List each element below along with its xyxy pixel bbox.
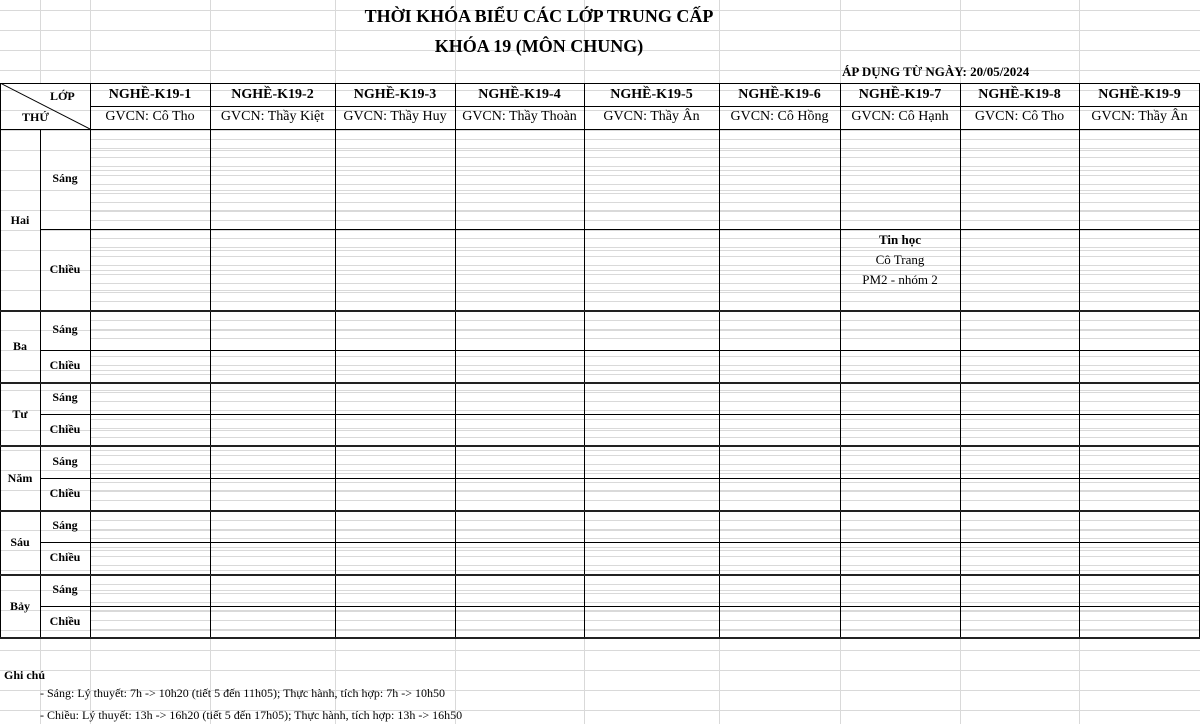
- lesson-row-line: [90, 520, 1200, 521]
- lesson-row-line: [90, 265, 1200, 266]
- border-session-split: [40, 414, 1200, 415]
- border-session-split: [40, 606, 1200, 607]
- session-morning-label: Sáng: [52, 582, 78, 596]
- notes-afternoon: - Chiều: Lý thuyết: 13h -> 16h20 (tiết 5 đến 17h05); Thực hành, tích hợp: 13h -> 16h50: [40, 708, 463, 722]
- session-afternoon-label: Chiều: [49, 550, 81, 564]
- apply-date: ÁP DỤNG TỪ NGÀY: 20/05/2024: [842, 64, 1030, 79]
- class-name-header: NGHỀ-K19-8: [978, 87, 1061, 102]
- notes-heading: Ghi chú: [4, 668, 46, 682]
- lesson-row-line: [90, 611, 1200, 612]
- class-name-header: NGHỀ-K19-3: [353, 87, 437, 102]
- lesson-row-line: [90, 365, 1200, 366]
- border-class-col: [1079, 83, 1080, 637]
- lesson-row-line: [90, 211, 1200, 212]
- lesson-row-line: [90, 538, 1200, 539]
- class-name-header: NGHỀ-K19-9: [1098, 87, 1181, 102]
- session-morning-label: Sáng: [52, 453, 78, 468]
- lesson-row-line: [90, 455, 1200, 456]
- session-afternoon-label: Chiều: [49, 486, 81, 500]
- gridline-h: [0, 370, 1200, 371]
- gridline-v: [1079, 0, 1080, 83]
- gridline-h: [0, 530, 1200, 531]
- corner-label-lop: LỚP: [50, 89, 75, 103]
- day-label: Ba: [12, 339, 27, 353]
- class-gvcn-header: GVCN: Cô Tho: [974, 109, 1065, 124]
- border-session-split: [40, 478, 1200, 479]
- lesson-row-line: [90, 584, 1200, 585]
- class-gvcn-header: GVCN: Cô Tho: [105, 109, 195, 124]
- lesson-row-line: [90, 175, 1200, 176]
- session-morning-label: Sáng: [52, 171, 78, 185]
- corner-label-thu: THỨ: [22, 110, 49, 124]
- class-gvcn-header: GVCN: Thầy Ân: [1091, 109, 1188, 124]
- lesson-row-line: [90, 283, 1200, 284]
- gridline-h: [0, 150, 1200, 151]
- border-day-bottom: [0, 574, 1200, 576]
- gridline-h: [0, 270, 1200, 271]
- session-morning-label: Sáng: [52, 518, 78, 532]
- lesson-row-line: [90, 529, 1200, 530]
- gridline-h: [0, 250, 1200, 251]
- border-header-bottom: [0, 129, 1200, 130]
- lesson-row-line: [90, 256, 1200, 257]
- gridline-v: [960, 637, 961, 724]
- lesson-row-line: [90, 220, 1200, 221]
- gridline-v: [1079, 637, 1080, 724]
- gridline-h: [0, 170, 1200, 171]
- lesson-row-line: [90, 547, 1200, 548]
- lesson-row-line: [90, 374, 1200, 375]
- lesson-row-line: [90, 184, 1200, 185]
- lesson-row-line: [90, 338, 1200, 339]
- entry-subject: Tin học: [878, 232, 922, 247]
- day-label: Bảy: [9, 598, 30, 613]
- border-class-col: [960, 83, 961, 637]
- lesson-row-line: [90, 482, 1200, 483]
- session-afternoon-label: Chiều: [49, 358, 81, 372]
- lesson-row-line: [90, 166, 1200, 167]
- border-class-col: [210, 83, 211, 637]
- day-label: Tư: [12, 406, 28, 421]
- lesson-row-line: [90, 202, 1200, 203]
- lesson-row-line: [90, 157, 1200, 158]
- gridline-h: [0, 450, 1200, 451]
- gridline-v: [584, 637, 585, 724]
- gridline-h: [0, 390, 1200, 391]
- day-label: Hai: [10, 212, 30, 227]
- lesson-row-line: [90, 301, 1200, 302]
- class-name-header: NGHỀ-K19-2: [231, 87, 314, 102]
- lesson-row-line: [90, 274, 1200, 275]
- border-class-col: [90, 83, 91, 637]
- lesson-row-line: [90, 464, 1200, 465]
- gridline-h: [0, 630, 1200, 631]
- lesson-row-line: [90, 629, 1200, 630]
- gridline-v: [840, 637, 841, 724]
- class-name-header: NGHỀ-K19-5: [610, 87, 693, 102]
- gridline-h: [0, 670, 1200, 671]
- notes-morning: - Sáng: Lý thuyết: 7h -> 10h20 (tiết 5 đến 11h05); Thực hành, tích hợp: 7h -> 10h50: [40, 686, 445, 700]
- entry-teacher: Cô Trang: [875, 252, 925, 267]
- lesson-row-line: [90, 193, 1200, 194]
- lesson-row-line: [90, 428, 1200, 429]
- border-class-col: [455, 83, 456, 637]
- gridline-h: [0, 570, 1200, 571]
- day-label: Năm: [7, 470, 33, 485]
- gridline-h: [0, 290, 1200, 291]
- border-class-col: [584, 83, 585, 637]
- title-line-2: KHÓA 19 (MÔN CHUNG): [434, 36, 644, 56]
- border-class-col: [840, 83, 841, 637]
- gridline-h: [0, 590, 1200, 591]
- session-afternoon-label: Chiều: [49, 613, 81, 628]
- gridline-h: [0, 650, 1200, 651]
- gridline-h: [0, 230, 1200, 231]
- gridline-v: [719, 637, 720, 724]
- lesson-row-line: [90, 602, 1200, 603]
- lesson-row-line: [90, 410, 1200, 411]
- border-class-col: [719, 83, 720, 637]
- border-left: [0, 83, 1, 637]
- border-day-bottom: [0, 445, 1200, 447]
- class-gvcn-header: GVCN: Thầy Huy: [343, 109, 447, 124]
- lesson-row-line: [90, 356, 1200, 357]
- gridline-h: [0, 550, 1200, 551]
- gridline-h: [0, 190, 1200, 191]
- lesson-row-line: [90, 565, 1200, 566]
- class-name-header: NGHỀ-K19-7: [858, 87, 942, 102]
- border-day-bottom: [0, 637, 1200, 639]
- lesson-row-line: [90, 419, 1200, 420]
- border-top: [0, 83, 1200, 84]
- gridline-h: [0, 470, 1200, 471]
- class-name-header: NGHỀ-K19-6: [738, 87, 821, 102]
- entry-room: PM2 - nhóm 2: [862, 272, 938, 287]
- lesson-row-line: [90, 148, 1200, 149]
- gridline-h: [0, 130, 1200, 131]
- lesson-row-line: [90, 320, 1200, 321]
- title-line-1: THỜI KHÓA BIỂU CÁC LỚP TRUNG CẤP: [364, 6, 714, 26]
- border-day-bottom: [0, 510, 1200, 512]
- lesson-row-line: [90, 593, 1200, 594]
- border-day-bottom: [0, 382, 1200, 384]
- border-session-split: [40, 542, 1200, 543]
- class-gvcn-header: GVCN: Thầy Kiệt: [220, 109, 325, 124]
- lesson-row-line: [90, 473, 1200, 474]
- gridline-h: [0, 430, 1200, 431]
- class-gvcn-header: GVCN: Thầy Ân: [603, 109, 700, 124]
- border-class-col: [335, 83, 336, 637]
- border-header-mid: [90, 106, 1200, 107]
- session-afternoon-label: Chiều: [49, 421, 81, 436]
- lesson-row-line: [90, 238, 1200, 239]
- lesson-row-line: [90, 437, 1200, 438]
- lesson-row-line: [90, 500, 1200, 501]
- lesson-row-line: [90, 401, 1200, 402]
- class-name-header: NGHỀ-K19-4: [478, 87, 561, 102]
- border-day-bottom: [0, 310, 1200, 312]
- border-session-split: [40, 350, 1200, 351]
- lesson-row-line: [90, 329, 1200, 330]
- class-gvcn-header: GVCN: Cô Hồng: [730, 109, 829, 124]
- lesson-row-line: [90, 139, 1200, 140]
- lesson-row-line: [90, 620, 1200, 621]
- border-session-split: [40, 229, 1200, 230]
- lesson-row-line: [90, 556, 1200, 557]
- session-afternoon-label: Chiều: [49, 261, 81, 276]
- class-name-header: NGHỀ-K19-1: [108, 87, 192, 102]
- class-gvcn-header: GVCN: Thầy Thoàn: [462, 109, 577, 124]
- session-morning-label: Sáng: [52, 390, 78, 404]
- gridline-h: [0, 330, 1200, 331]
- lesson-row-line: [90, 392, 1200, 393]
- gridline-h: [0, 30, 1200, 31]
- session-morning-label: Sáng: [52, 322, 78, 336]
- lesson-row-line: [90, 247, 1200, 248]
- lesson-row-line: [90, 292, 1200, 293]
- day-label: Sáu: [10, 535, 30, 549]
- class-gvcn-header: GVCN: Cô Hạnh: [851, 109, 949, 124]
- lesson-row-line: [90, 491, 1200, 492]
